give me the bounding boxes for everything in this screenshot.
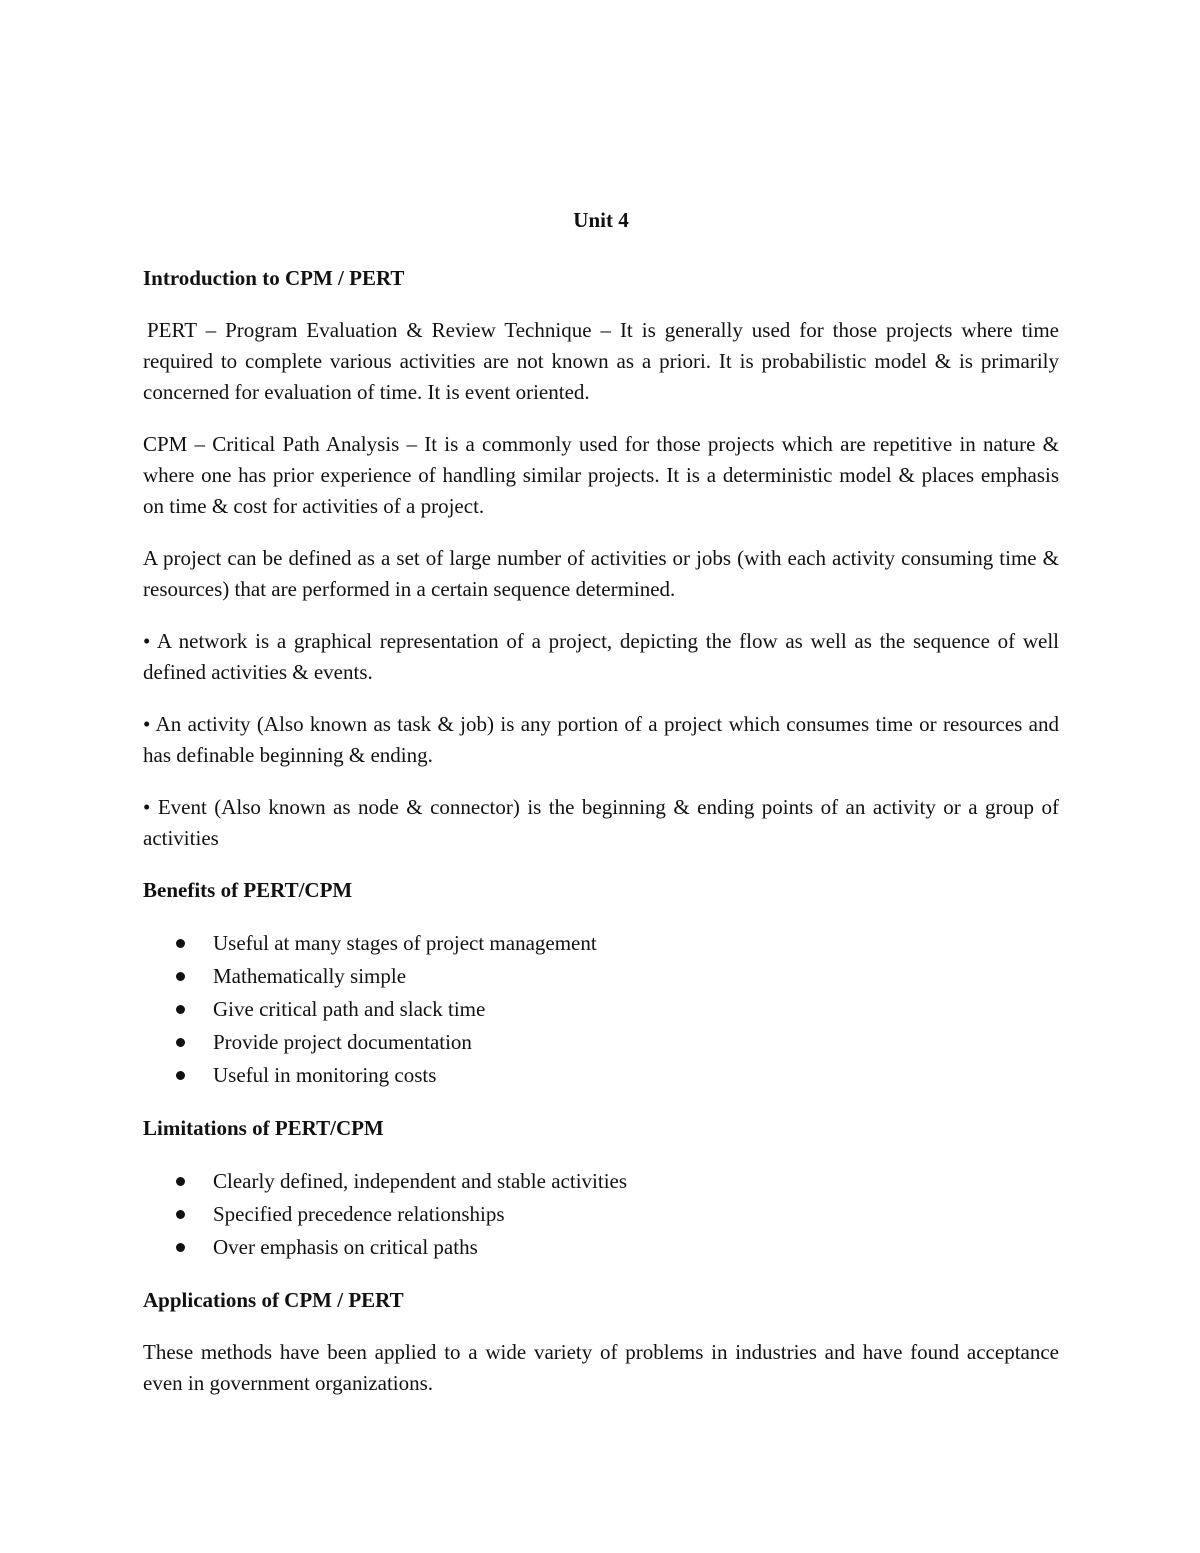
page-title: Unit 4 xyxy=(573,208,629,232)
list-item xyxy=(143,1165,1059,1198)
bullet-icon xyxy=(176,1038,185,1047)
list-item-text: Mathematically simple xyxy=(213,964,407,988)
bullet-icon xyxy=(176,972,185,981)
bullet-icon xyxy=(176,1243,185,1252)
applications-heading: Applications of CPM / PERT xyxy=(143,1288,404,1312)
network-paragraph: • A network is a graphical representation of a project, depicting the flow as well as the sequence of well defined activities & events. xyxy=(143,629,1059,684)
applications-paragraph: These methods have been applied to a wide variety of problems in industries and have found acceptance even in government organizations. xyxy=(143,1340,1059,1395)
bullet-icon xyxy=(176,1210,185,1219)
list-item-text: Provide project documentation xyxy=(213,1030,472,1054)
event-paragraph: • Event (Also known as node & connector) is the beginning & ending points of an activity or a group of activities xyxy=(143,795,1059,850)
list-item xyxy=(143,927,1059,960)
bullet-icon xyxy=(176,1071,185,1080)
list-item-text: Useful in monitoring costs xyxy=(213,1063,437,1087)
bullet-icon xyxy=(176,1005,185,1014)
list-item-text: Clearly defined, independent and stable activities xyxy=(213,1169,628,1193)
list-item-text: Give critical path and slack time xyxy=(213,997,486,1021)
list-item xyxy=(143,1231,1059,1264)
activity-paragraph: • An activity (Also known as task & job) is any portion of a project which consumes time or resources and has definable beginning & ending. xyxy=(143,712,1059,767)
list-item xyxy=(143,1026,1059,1059)
pert-paragraph: PERT – Program Evaluation & Review Technique – It is generally used for those projects where time required to complete various activities are not known as a priori. It is probabilistic model & is primarily concerned for evaluation of time. It is event oriented. xyxy=(143,318,1059,404)
benefits-list xyxy=(143,927,1059,1092)
bullet-icon xyxy=(176,1177,185,1186)
list-item-text: Useful at many stages of project management xyxy=(213,931,597,955)
project-definition-paragraph: A project can be defined as a set of large number of activities or jobs (with each activity consuming time & resources) that are performed in a certain sequence determined. xyxy=(143,546,1059,601)
benefits-heading: Benefits of PERT/CPM xyxy=(143,878,353,902)
cpm-paragraph: CPM – Critical Path Analysis – It is a commonly used for those projects which are repetitive in nature & where one has prior experience of handling similar projects. It is a deterministic model & places emphasis on time & cost for activities of a project. xyxy=(143,432,1059,518)
document-content xyxy=(143,205,1059,1420)
list-item xyxy=(143,1059,1059,1092)
list-item xyxy=(143,960,1059,993)
list-item-text: Specified precedence relationships xyxy=(213,1202,505,1226)
list-item-text: Over emphasis on critical paths xyxy=(213,1235,478,1259)
limitations-heading: Limitations of PERT/CPM xyxy=(143,1116,384,1140)
list-item xyxy=(143,993,1059,1026)
limitations-list xyxy=(143,1165,1059,1264)
intro-heading: Introduction to CPM / PERT xyxy=(143,266,405,290)
bullet-icon xyxy=(176,939,185,948)
list-item xyxy=(143,1198,1059,1231)
